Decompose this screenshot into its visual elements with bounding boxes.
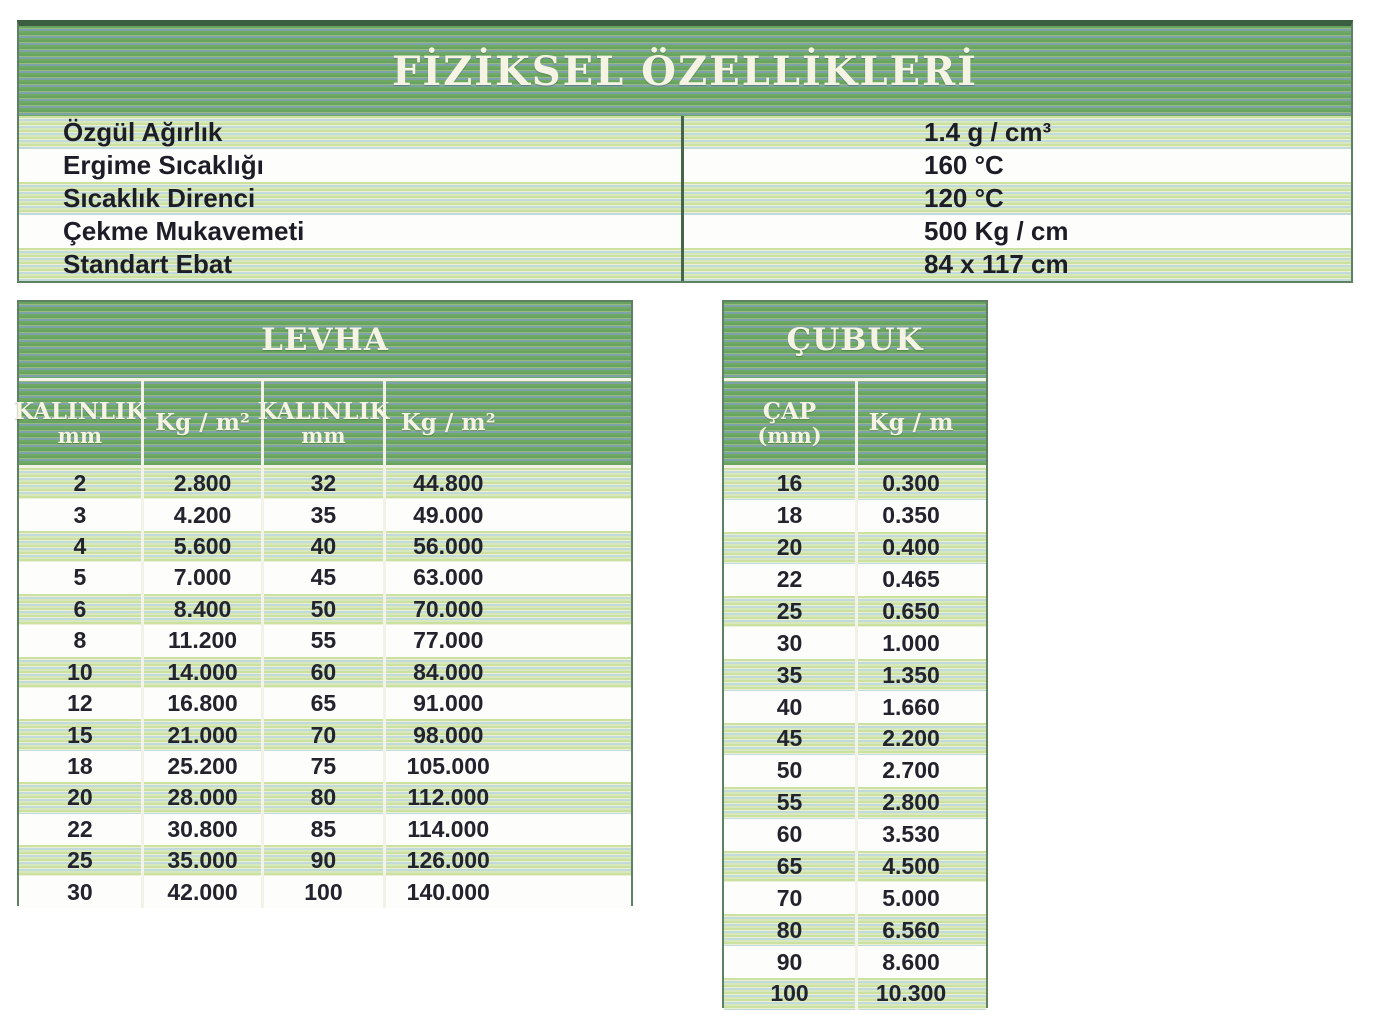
cubuk-cell-weight: 0.350: [855, 500, 986, 532]
cubuk-cell-weight: 6.560: [855, 914, 986, 946]
cubuk-header-kgm: Kg / m: [855, 381, 986, 465]
table-row: [19, 531, 631, 562]
levha-cell-weight-2: 112.000: [383, 782, 631, 813]
levha-cell-weight-2: 91.000: [383, 688, 631, 719]
levha-cell-thickness-2: 70: [261, 719, 382, 750]
table-row: [19, 215, 1351, 248]
levha-title: LEVHA: [19, 302, 631, 381]
property-value: 84 x 117 cm: [681, 248, 1351, 281]
levha-cell-weight-1: 16.800: [141, 688, 262, 719]
table-row: [19, 814, 631, 845]
table-row: [724, 468, 986, 500]
table-row: [19, 499, 631, 530]
property-value: 120 °C: [681, 182, 1351, 215]
levha-cell-weight-1: 11.200: [141, 625, 262, 656]
levha-cell-thickness-1: 22: [67, 815, 93, 842]
levha-cell-weight-2: 114.000: [383, 814, 631, 845]
cubuk-cell-weight: 2.800: [855, 787, 986, 819]
levha-header-kalinlik-2: KALINLIK mm: [261, 381, 382, 465]
levha-cell-weight-2: 98.000: [383, 719, 631, 750]
levha-cell-thickness-2: 55: [261, 625, 382, 656]
levha-rows: [19, 468, 631, 908]
levha-cell-weight-1: 42.000: [141, 876, 262, 907]
cubuk-cell-weight: 0.300: [855, 468, 986, 500]
levha-table: [14, 300, 633, 906]
levha-cell-weight-1: 14.000: [141, 657, 262, 688]
table-row: [19, 751, 631, 782]
levha-header-row: [14, 381, 631, 468]
levha-cell-thickness-2: 75: [261, 751, 382, 782]
cubuk-cell-diameter: 100: [770, 980, 809, 1007]
levha-cell-thickness-2: 90: [261, 845, 382, 876]
levha-header-kgm2-2: Kg / m²: [383, 381, 631, 465]
levha-cell-thickness-1: 3: [73, 501, 87, 528]
table-row: [19, 876, 631, 907]
table-row: [724, 946, 986, 978]
property-label: Sıcaklık Direnci: [63, 183, 256, 213]
levha-cell-thickness-1: 2: [73, 470, 87, 497]
table-row: [19, 562, 631, 593]
levha-cell-weight-1: 35.000: [141, 845, 262, 876]
levha-cell-thickness-2: 45: [261, 562, 382, 593]
cubuk-title: ÇUBUK: [724, 302, 986, 381]
table-row: [724, 914, 986, 946]
levha-cell-weight-2: 84.000: [383, 657, 631, 688]
cubuk-cell-diameter: 50: [776, 757, 803, 784]
levha-cell-thickness-2: 100: [261, 876, 382, 907]
table-row: [724, 755, 986, 787]
cubuk-cell-diameter: 40: [776, 693, 803, 720]
levha-cell-thickness-2: 85: [261, 814, 382, 845]
levha-cell-thickness-2: 80: [261, 782, 382, 813]
levha-cell-thickness-2: 40: [261, 531, 382, 562]
table-row: [19, 782, 631, 813]
cubuk-table: [722, 300, 988, 1008]
table-row: [724, 532, 986, 564]
levha-cell-weight-1: 5.600: [141, 531, 262, 562]
table-row: [19, 116, 1351, 149]
levha-cell-thickness-2: 50: [261, 594, 382, 625]
table-row: [19, 468, 631, 499]
cubuk-cell-diameter: 16: [776, 470, 803, 497]
levha-cell-weight-2: 56.000: [383, 531, 631, 562]
levha-cell-weight-2: 49.000: [383, 499, 631, 530]
cubuk-cell-weight: 1.660: [855, 691, 986, 723]
cubuk-cell-diameter: 60: [776, 821, 803, 848]
table-row: [19, 719, 631, 750]
levha-cell-thickness-2: 35: [261, 499, 382, 530]
table-row: [19, 657, 631, 688]
cubuk-cell-weight: 0.465: [855, 564, 986, 596]
levha-cell-thickness-1: 4: [73, 533, 87, 560]
cubuk-cell-weight: 1.350: [855, 659, 986, 691]
levha-cell-thickness-1: 20: [67, 784, 93, 811]
physical-properties-rows: [19, 116, 1351, 281]
cubuk-cell-diameter: 70: [776, 884, 803, 911]
cubuk-cell-weight: 5.000: [855, 882, 986, 914]
property-label: Ergime Sıcaklığı: [63, 150, 264, 180]
levha-cell-weight-2: 44.800: [383, 468, 631, 499]
cubuk-cell-diameter: 65: [776, 852, 803, 879]
table-row: [724, 500, 986, 532]
cubuk-cell-diameter: 90: [776, 948, 803, 975]
property-label: Özgül Ağırlık: [63, 117, 223, 147]
property-value: 1.4 g / cm³: [681, 116, 1351, 149]
cubuk-rows: [724, 468, 986, 1010]
levha-cell-weight-1: 28.000: [141, 782, 262, 813]
levha-cell-weight-2: 140.000: [383, 876, 631, 907]
table-row: [19, 688, 631, 719]
table-row: [19, 594, 631, 625]
levha-cell-thickness-1: 15: [67, 721, 93, 748]
cubuk-cell-diameter: 80: [776, 916, 803, 943]
cubuk-cell-diameter: 20: [776, 534, 803, 561]
table-row: [724, 564, 986, 596]
cubuk-cell-weight: 0.400: [855, 532, 986, 564]
cubuk-cell-diameter: 45: [776, 725, 803, 752]
physical-properties-table: [17, 20, 1353, 283]
levha-cell-weight-2: 126.000: [383, 845, 631, 876]
cubuk-cell-weight: 10.300: [855, 978, 986, 1010]
cubuk-cell-diameter: 22: [776, 566, 803, 593]
levha-cell-thickness-1: 12: [67, 690, 93, 717]
cubuk-cell-weight: 2.700: [855, 755, 986, 787]
cubuk-cell-weight: 2.200: [855, 723, 986, 755]
table-row: [724, 819, 986, 851]
levha-cell-weight-2: 63.000: [383, 562, 631, 593]
physical-properties-title: FİZİKSEL ÖZELLİKLERİ: [391, 47, 979, 95]
cubuk-cell-diameter: 55: [776, 789, 803, 816]
cubuk-cell-diameter: 25: [776, 597, 803, 624]
table-row: [724, 882, 986, 914]
levha-cell-thickness-1: 30: [67, 878, 93, 905]
table-row: [724, 787, 986, 819]
table-row: [724, 978, 986, 1010]
property-value: 500 Kg / cm: [681, 215, 1351, 248]
cubuk-cell-diameter: 18: [776, 502, 803, 529]
cubuk-cell-weight: 4.500: [855, 851, 986, 883]
cubuk-header-row: [724, 381, 986, 468]
cubuk-header-cap: ÇAP (mm): [757, 397, 822, 449]
levha-cell-weight-1: 21.000: [141, 719, 262, 750]
levha-cell-weight-1: 8.400: [141, 594, 262, 625]
levha-cell-thickness-2: 65: [261, 688, 382, 719]
table-row: [19, 845, 631, 876]
levha-cell-weight-1: 30.800: [141, 814, 262, 845]
table-row: [724, 723, 986, 755]
table-row: [19, 149, 1351, 182]
cubuk-cell-weight: 3.530: [855, 819, 986, 851]
table-row: [724, 691, 986, 723]
levha-cell-weight-2: 70.000: [383, 594, 631, 625]
levha-cell-thickness-1: 10: [67, 658, 93, 685]
cubuk-cell-weight: 1.000: [855, 627, 986, 659]
levha-cell-thickness-1: 6: [73, 595, 87, 622]
levha-cell-thickness-1: 18: [67, 753, 93, 779]
table-row: [724, 627, 986, 659]
levha-cell-weight-1: 7.000: [141, 562, 262, 593]
cubuk-cell-weight: 0.650: [855, 596, 986, 628]
levha-header-kalinlik-1: KALINLIK mm: [14, 397, 146, 449]
table-row: [724, 596, 986, 628]
table-row: [724, 659, 986, 691]
cubuk-cell-diameter: 35: [776, 661, 803, 688]
table-row: [19, 248, 1351, 281]
levha-cell-weight-2: 77.000: [383, 625, 631, 656]
property-label: Standart Ebat: [63, 249, 233, 279]
levha-cell-weight-2: 105.000: [383, 751, 631, 782]
levha-cell-thickness-1: 5: [73, 564, 87, 591]
levha-cell-thickness-2: 60: [261, 657, 382, 688]
table-row: [724, 851, 986, 883]
levha-cell-thickness-1: 8: [73, 627, 87, 654]
levha-header-kgm2-1: Kg / m²: [141, 381, 262, 465]
levha-cell-thickness-1: 25: [67, 847, 93, 874]
levha-cell-thickness-2: 32: [261, 468, 382, 499]
cubuk-cell-diameter: 30: [776, 629, 803, 656]
table-row: [19, 625, 631, 656]
levha-cell-weight-1: 25.200: [141, 751, 262, 782]
cubuk-cell-weight: 8.600: [855, 946, 986, 978]
property-value: 160 °C: [681, 149, 1351, 182]
levha-cell-weight-1: 2.800: [141, 468, 262, 499]
levha-cell-weight-1: 4.200: [141, 499, 262, 530]
property-label: Çekme Mukavemeti: [63, 216, 305, 246]
table-row: [19, 182, 1351, 215]
